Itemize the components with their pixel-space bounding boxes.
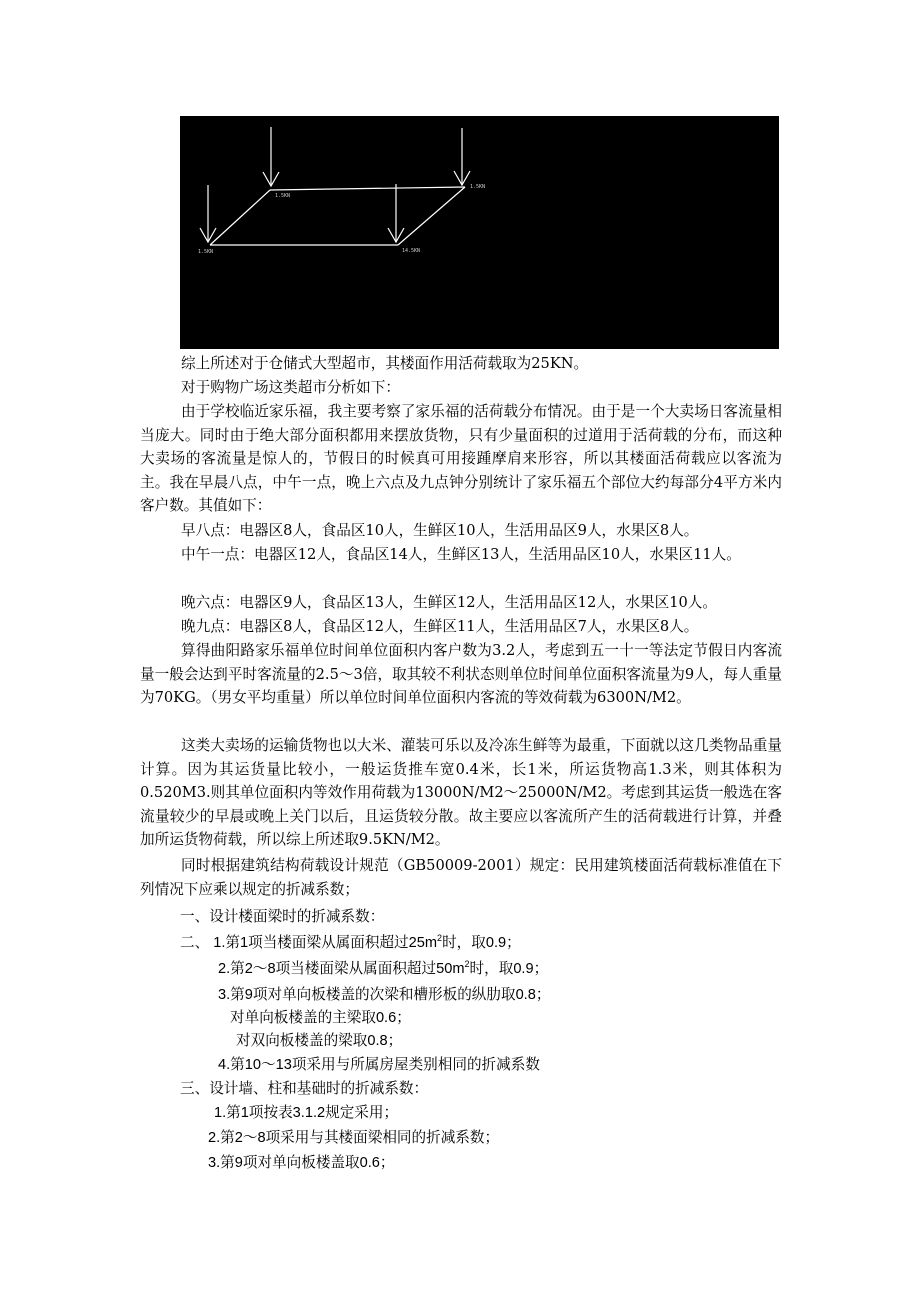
paragraph: 早八点：电器区8人，食品区10人，生鲜区10人，生活用品区9人，水果区8人。: [181, 522, 699, 539]
slab-edge-top: [270, 187, 465, 190]
list-item: 对双向板楼盖的梁取0.8；: [236, 1033, 403, 1049]
list-item: 2.第2～8项采用与其楼面梁相同的折减系数；: [208, 1130, 500, 1146]
load-label: 1.5KN: [470, 184, 486, 190]
paragraph: 对于购物广场这类超市分析如下：: [181, 379, 400, 396]
list-item: 3.第9项对单向板楼盖的次梁和槽形板的纵肋取0.8；: [218, 987, 551, 1003]
paragraph: 这类大卖场的运输货物也以大米、灌装可乐以及冷冻生鲜等为最重，下面就以这几类物品重量计算。因为其运货量比较小，一般运货推车宽0.4米，长1米，所运货物高1.3米，则其体积为0.520M3.则其单位面积内等效作用荷载为13000N/M2～25000N/M2。考虑到其运货一般选在客流量较少的早晨或晚上关门以后，且运货较分散。故主要应以客流所产生的活荷载进行计算，并叠加所运货物荷载，所以综上所述取9.5KN/M2。: [140, 737, 782, 848]
list-item: 3.第9项对单向板楼盖取0.6；: [208, 1155, 395, 1171]
list-item: 三、设计墙、柱和基础时的折减系数：: [180, 1080, 429, 1097]
paragraph: 由于学校临近家乐福，我主要考察了家乐福的活荷载分布情况。由于是一个大卖场日客流量相当庞大。同时由于绝大部分面积都用来摆放货物，只有少量面积的过道用于活荷载的分布，而这种大卖场的客流量是惊人的，节假日的时候真可用接踵摩肩来形容，所以其楼面活荷载应以客流为主。我在早晨八点，中午一点，晚上六点及九点钟分别统计了家乐福五个部位大约每部分4平方米内客户数。其值如下：: [140, 403, 782, 514]
load-label: 1.5KN: [275, 193, 291, 199]
paragraph: 晚六点：电器区9人，食品区13人，生鲜区12人，生活用品区12人，水果区10人。: [181, 594, 717, 611]
list-item: 二、 1.第1项当楼面梁从属面积超过$25m^2$时，取0.9；: [180, 933, 521, 951]
list-item: 2.第2～8项当楼面梁从属面积超过$50m^2$时，取0.9；: [218, 959, 549, 977]
paragraph: 晚九点：电器区8人，食品区12人，生鲜区11人，生活用品区7人，水果区8人。: [181, 618, 699, 635]
paragraph: 同时根据建筑结构荷载设计规范（GB50009-2001）规定：民用建筑楼面活荷载标准值在下列情况下应乘以规定的折减系数；: [140, 857, 782, 898]
load-label: 14.5KN: [402, 248, 421, 254]
list-item: 1.第1项按表3.1.2规定采用；: [214, 1105, 399, 1121]
list-item: 对单向板楼盖的主梁取0.6；: [230, 1010, 411, 1026]
paragraph: 算得曲阳路家乐福单位时间单位面积内客户数为3.2人，考虑到五一十一等法定节假日内客流量一般会达到平时客流量的2.5～3倍，取其较不利状态则单位时间单位面积客流量为9人，每人重量为70KG。（男女平均重量）所以单位时间单位面积内客流的等效荷载为6300N/M2。: [140, 642, 782, 706]
load-label: 1.5KN: [198, 249, 214, 255]
slab-edge-right: [398, 187, 465, 245]
list-item: 一、设计楼面梁时的折减系数：: [180, 908, 385, 925]
load-diagram: [180, 116, 779, 349]
load-diagram-svg: [180, 116, 779, 349]
slab-edge-left: [210, 190, 270, 245]
paragraph: 中午一点：电器区12人，食品区14人，生鲜区13人，生活用品区10人，水果区11人。: [181, 546, 741, 563]
paragraph: 综上所述对于仓储式大型超市，其楼面作用活荷载取为25KN。: [181, 355, 589, 372]
list-item: 4.第10～13项采用与所属房屋类别相同的折减系数: [218, 1057, 540, 1073]
